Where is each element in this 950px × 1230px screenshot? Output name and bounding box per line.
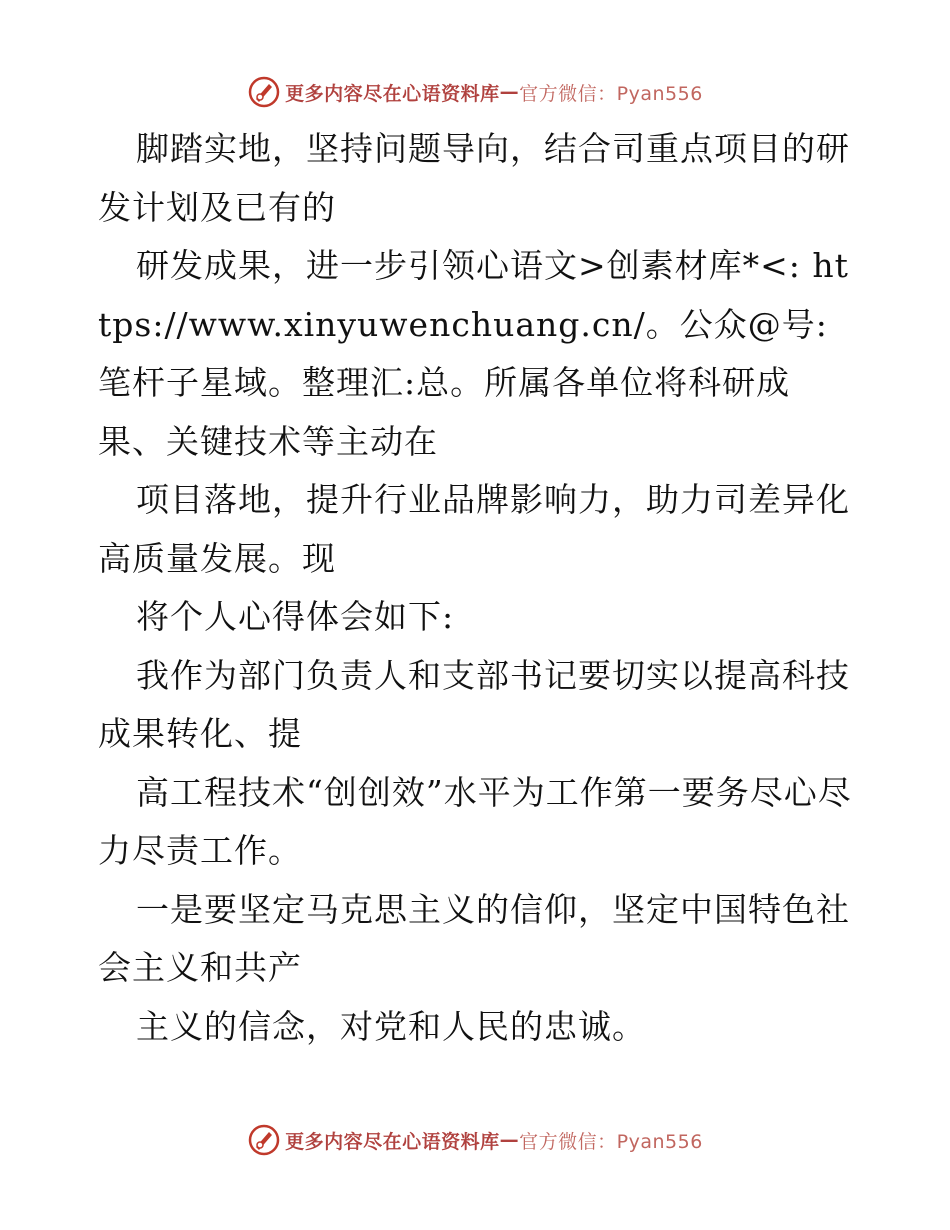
paragraph-3: 项目落地，提升行业品牌影响力，助力司差异化高质量发展。现: [98, 480, 850, 578]
header-banner-text: 更多内容尽在心语资料库: [285, 82, 500, 105]
paragraph-7: 一是要坚定马克思主义的信仰，坚定中国特色社会主义和共产: [98, 889, 850, 987]
footer-banner-dash: —: [499, 1129, 520, 1151]
paragraph-2: 研发成果，进一步引领心语文>创素材库*<: https://www.xinyuwenchuang.cn/。公众@号: 笔杆子星域。整理汇:总。所属各单位将科研成果、关键技术等主动在: [98, 246, 849, 461]
brand-logo-icon: [247, 1123, 281, 1157]
header-banner-dash: —: [499, 81, 520, 103]
header-banner: [0, 72, 950, 112]
header-banner-wechat: 官方微信：Pyan556: [519, 82, 703, 105]
paragraph-5: 我作为部门负责人和支部书记要切实以提高科技成果转化、提: [98, 655, 850, 753]
footer-banner-text: 更多内容尽在心语资料库: [285, 1130, 500, 1153]
footer-banner: [0, 1120, 950, 1160]
paragraph-8: 主义的信念，对党和人民的忠诚。: [136, 1006, 646, 1046]
document-body: [98, 120, 858, 1056]
paragraph-4: 将个人心得体会如下:: [136, 597, 455, 636]
brand-logo-icon: [247, 75, 281, 109]
paragraph-6: 高工程技术“创创效”水平为工作第一要务尽心尽力尽责工作。: [98, 772, 852, 870]
footer-banner-wechat: 官方微信：Pyan556: [519, 1130, 703, 1153]
paragraph-1: 脚踏实地，坚持问题导向，结合司重点项目的研发计划及已有的: [98, 129, 850, 227]
